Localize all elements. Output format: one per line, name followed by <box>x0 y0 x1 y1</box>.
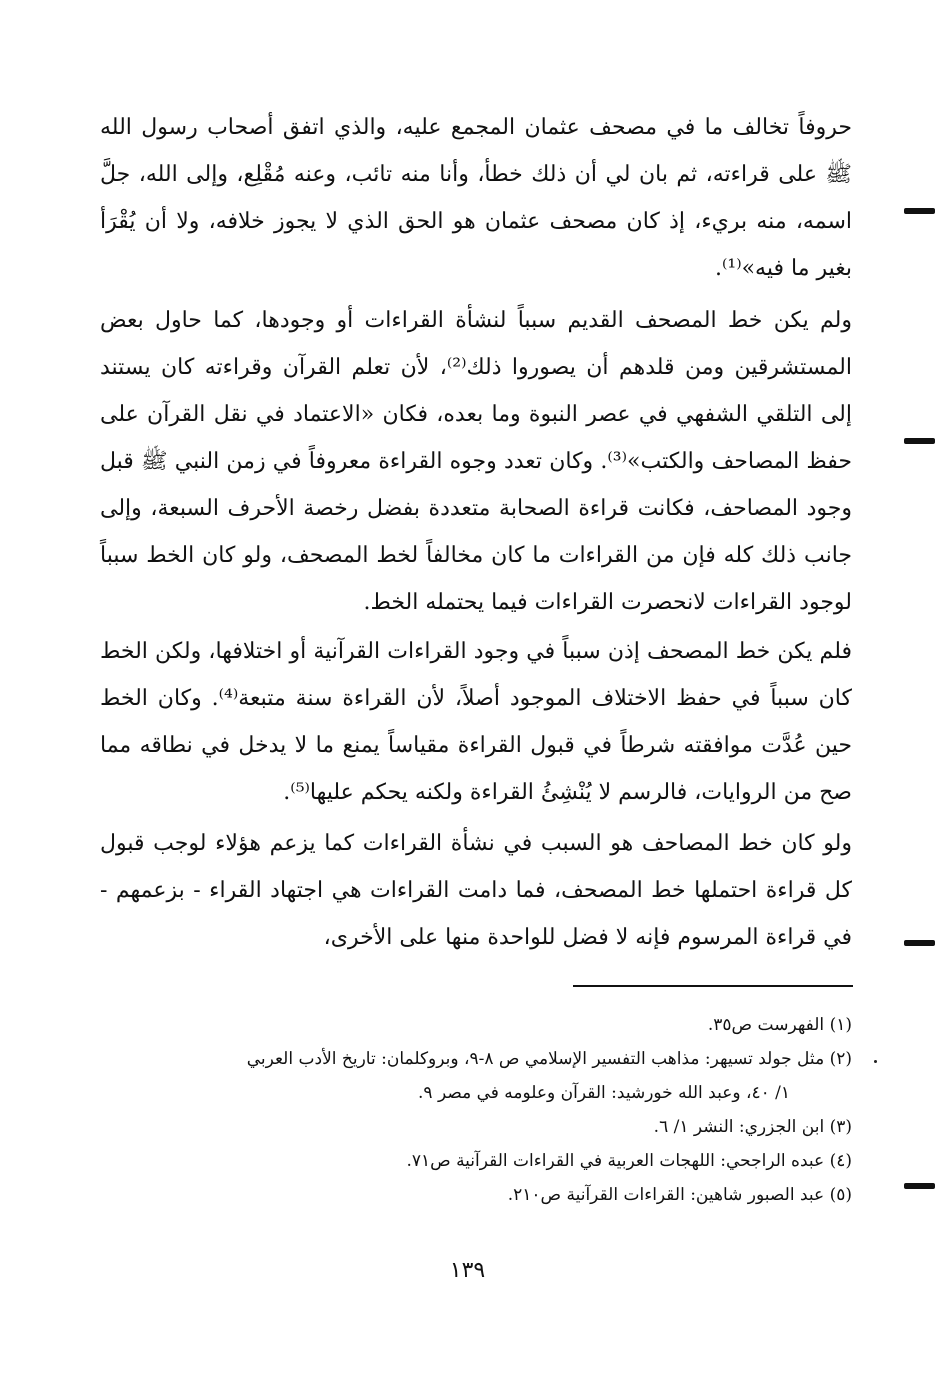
footnote-text: ابن الجزري: النشر ١/ ٦. <box>653 1117 825 1137</box>
scan-speck <box>874 1060 877 1063</box>
footnote-text: عبده الراجحي: اللهجات العربية في القراءات القرآنية ص٧١. <box>406 1151 825 1171</box>
paragraph-text: حروفاً تخالف ما في مصحف عثمان المجمع عليه، والذي اتفق أصحاب رسول الله ﷺ على قراءته، ثم بان لي أن ذلك خطأ، وأنا منه تائب، وعنه مُقْلِع، وإلى الله، جلَّ اسمه، منه بريء، إذ كان مصحف عثمان هو الحق الذي لا يجوز خلافه، ولا أن يُقْرَأ بغير ما فيه»⁽¹⁾. <box>100 115 852 281</box>
footnote-3 <box>100 1110 852 1144</box>
scan-edge-mark <box>904 1183 935 1189</box>
paragraph-text: ولم يكن خط المصحف القديم سبباً لنشأة القراءات أو وجودها، كما حاول بعض المستشرقين ومن قلدهم أن يصوروا ذلك⁽²⁾، لأن تعلم القرآن وقراءته كان يستند إلى التلقي الشفهي في عصر النبوة وما بعده، فكان «الاعتماد في نقل القرآن على حفظ المصاحف والكتب»⁽³⁾. وكان تعدد وجوه القراءة معروفاً في زمن النبي ﷺ قبل وجود المصاحف، فكانت قراءة الصحابة متعددة بفضل رخصة الأحرف السبعة، وإلى جانب ذلك كله فإن من القراءات ما كان مخالفاً لخط المصحف، ولو كان الخط سبباً لوجود القراءات لانحصرت القراءات فيما يحتمله الخط. <box>100 308 852 615</box>
footnote-text: الفهرست ص٣٥. <box>707 1015 825 1035</box>
scan-edge-mark <box>904 940 935 946</box>
footnote-4 <box>100 1144 852 1178</box>
footnote-number: (١) <box>829 1015 852 1035</box>
scan-edge-mark <box>904 438 935 444</box>
footnote-number: (٥) <box>829 1185 852 1205</box>
footnote-number: (٢) <box>829 1049 852 1069</box>
paragraph-text: ولو كان خط المصاحف هو السبب في نشأة القراءات كما يزعم هؤلاء لوجب قبول كل قراءة احتملها خط المصحف، فما دامت القراءات هي اجتهاد القراء - بزعمهم - في قراءة المرسوم فإنه لا فضل للواحدة منها على الأخرى، <box>100 831 852 950</box>
footnotes <box>100 1008 852 1212</box>
paragraph-text: فلم يكن خط المصحف إذن سبباً في وجود القراءات القرآنية أو اختلافها، ولكن الخط كان سبباً في حفظ الاختلاف الموجود أصلاً، لأن القراءة سنة متبعة⁽⁴⁾. وكان الخط حين عُدَّت موافقته شرطاً في قبول القراءة مقياساً يمنع ما لا يدخل في نطاقه مما صح من الروايات، فالرسم لا يُنْشِئُ القراءة ولكنه يحكم عليها⁽⁵⁾. <box>100 639 852 805</box>
body-paragraph-2 <box>100 297 852 626</box>
footnote-5 <box>100 1178 852 1212</box>
page-number: ١٣٩ <box>449 1258 486 1283</box>
body-paragraph-3 <box>100 628 852 816</box>
footnote-number: (٤) <box>829 1151 852 1171</box>
body-paragraph-4 <box>100 820 852 961</box>
body-paragraph-1 <box>100 104 852 292</box>
footnote-number: (٣) <box>829 1117 852 1137</box>
footnote-text: مثل جولد تسيهر: مذاهب التفسير الإسلامي ص ٨-٩، وبروكلمان: تاريخ الأدب العربي <box>246 1049 825 1069</box>
footnote-2 <box>100 1042 852 1110</box>
scan-edge-mark <box>904 208 935 214</box>
footnote-separator <box>573 985 853 987</box>
footnote-continuation: ١/ ٤٠، وعبد الله خورشيد: القرآن وعلومه في مصر ٩. <box>418 1083 790 1103</box>
footnote-1 <box>100 1008 852 1042</box>
footnote-text: عبد الصبور شاهين: القراءات القرآنية ص٢١٠. <box>507 1185 825 1205</box>
